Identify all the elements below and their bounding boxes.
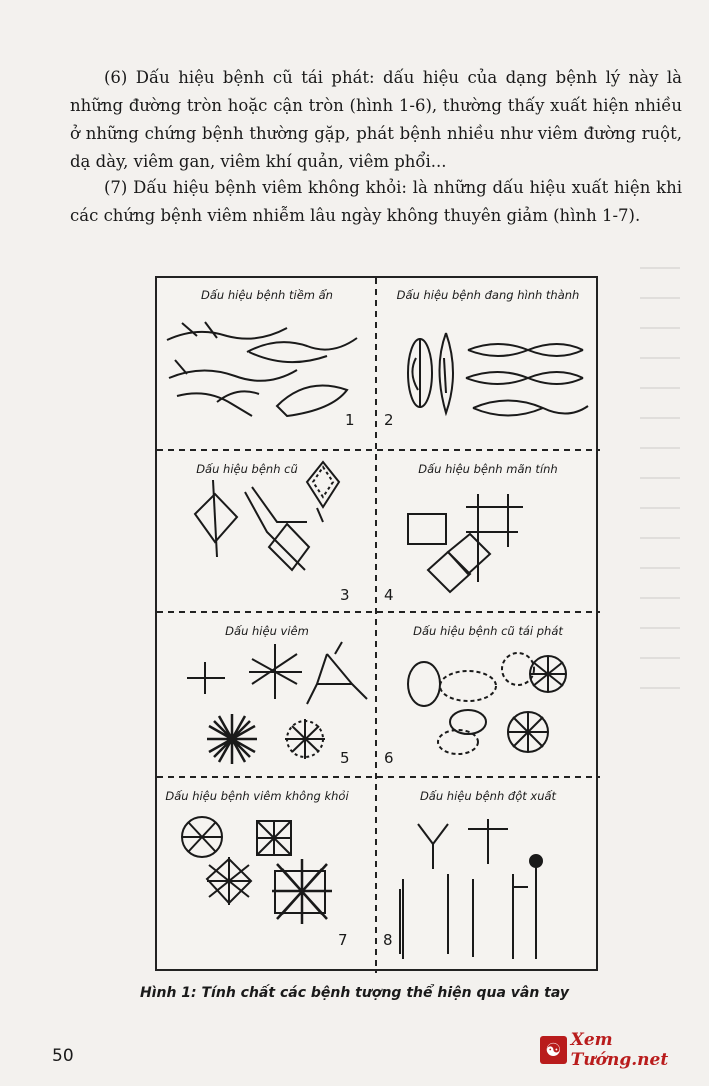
cell-old xyxy=(157,452,377,624)
cell-label: Dấu hiệu viêm xyxy=(225,624,309,638)
page-number: 50 xyxy=(52,1046,74,1066)
cell-label: Dấu hiệu bệnh viêm không khỏi xyxy=(165,789,349,803)
cell-inflammation xyxy=(157,614,377,786)
cell-number: 6 xyxy=(384,749,394,767)
cell-label: Dấu hiệu bệnh đang hình thành xyxy=(396,288,580,302)
chronic-sign-shapes xyxy=(378,452,598,612)
cell-label: Dấu hiệu bệnh mãn tính xyxy=(418,462,558,476)
recurrent-sign-shapes xyxy=(378,614,598,777)
cell-forming xyxy=(378,278,598,450)
cell-label: Dấu hiệu bệnh tiềm ẩn xyxy=(201,288,333,302)
cell-recurrent xyxy=(378,614,598,786)
yin-yang-icon: ☯ xyxy=(540,1036,567,1064)
paragraph-7: (7) Dấu hiệu bệnh viêm không khỏi: là những dấu hiệu xuất hiện khi các chứng bệnh viêm nhiễm lâu ngày không thuyên giảm (hình 1-7). xyxy=(70,178,682,225)
cell-number: 7 xyxy=(338,931,348,949)
cell-label: Dấu hiệu bệnh đột xuất xyxy=(419,789,557,803)
cell-label: Dấu hiệu bệnh cũ xyxy=(196,462,298,476)
cell-number: 1 xyxy=(345,411,355,429)
logo-text: Xem Tướng.net xyxy=(570,1030,669,1070)
cell-number: 2 xyxy=(384,411,394,429)
cell-number: 3 xyxy=(340,586,350,604)
cell-number: 8 xyxy=(383,931,393,949)
cell-number: 4 xyxy=(384,586,394,604)
cell-persistent xyxy=(157,779,377,951)
cell-label: Dấu hiệu bệnh cũ tái phát xyxy=(413,624,563,638)
cell-latent xyxy=(157,278,377,450)
sudden-sign-shapes xyxy=(378,779,598,969)
cell-number: 5 xyxy=(340,749,350,767)
palm-sign-figure xyxy=(155,276,598,971)
cell-chronic xyxy=(378,452,598,624)
forming-sign-lines xyxy=(378,278,598,450)
paragraph-6: (6) Dấu hiệu bệnh cũ tái phát: dấu hiệu của dạng bệnh lý này là những đường tròn hoặc cận tròn (hình 1-6), thường thấy xuất hiện nhiều ở những chứng bệnh thường gặp, phát bệnh nhiều như viêm đường ruột, dạ dày, viêm gan, viêm khí quản, viêm phổi... xyxy=(70,68,682,171)
figure-caption: Hình 1: Tính chất các bệnh tượng thể hiện qua vân tay xyxy=(139,985,570,1001)
latent-sign-lines xyxy=(157,278,377,450)
cell-sudden xyxy=(378,779,598,951)
site-logo[interactable] xyxy=(540,1030,709,1070)
bleed-through-text xyxy=(640,245,680,715)
